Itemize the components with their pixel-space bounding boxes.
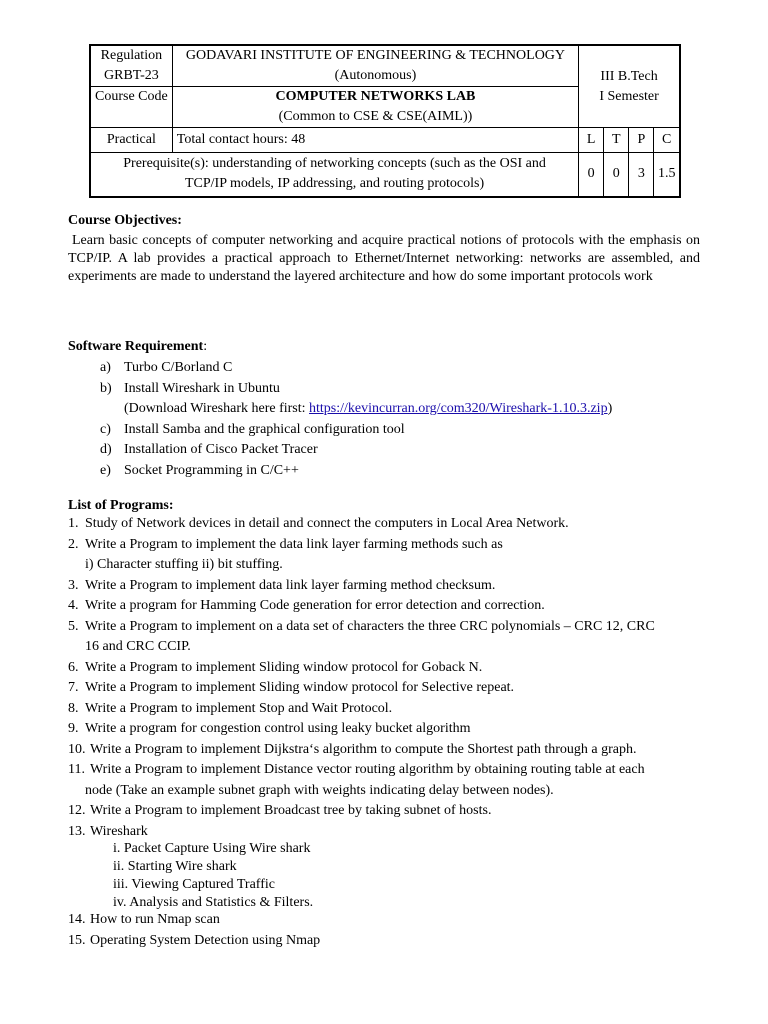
institute-cell xyxy=(172,45,578,87)
list-marker: c) xyxy=(100,421,111,437)
course-code-cell xyxy=(90,87,172,128)
wireshark-sub-item: ii. Starting Wire shark xyxy=(113,859,237,874)
program-text-continued: node (Take an example subnet graph with weights indicating delay between nodes). xyxy=(85,782,554,798)
program-text: Study of Network devices in detail and connect the computers in Local Area Network. xyxy=(85,516,569,531)
course-header-table xyxy=(89,44,681,198)
course-title-cell xyxy=(172,87,578,128)
program-text: Write a program for congestion control using leaky bucket algorithm xyxy=(85,721,471,736)
program-item xyxy=(68,699,700,720)
course-title: COMPUTER NETWORKS LAB xyxy=(275,89,476,104)
program-item xyxy=(68,535,700,556)
program-number: 7. xyxy=(68,680,79,695)
year-semester-cell xyxy=(579,45,680,128)
program-text: Wireshark xyxy=(90,823,148,839)
semester-label: I Semester xyxy=(599,88,659,104)
software-item xyxy=(100,461,612,482)
software-item-text: Install Samba and the graphical configuration tool xyxy=(124,421,405,437)
program-text: Write a Program to implement Dijkstra‘s algorithm to compute the Shortest path through a graph. xyxy=(90,741,637,757)
program-number: 10. xyxy=(68,741,86,757)
program-item xyxy=(68,822,700,843)
ltpc-value-t: 0 xyxy=(604,153,629,197)
program-text: How to run Nmap scan xyxy=(90,912,220,927)
program-item xyxy=(68,910,700,931)
wireshark-sub-item: iv. Analysis and Statistics & Filters. xyxy=(113,895,314,910)
ltpc-header-l: L xyxy=(579,128,604,153)
program-number: 11. xyxy=(68,762,85,777)
program-number: 13. xyxy=(68,823,86,839)
regulation-label: Regulation xyxy=(100,48,163,63)
download-prefix: (Download Wireshark here first: xyxy=(124,401,310,416)
program-item xyxy=(68,801,700,822)
course-code-label: Course Code xyxy=(95,89,168,104)
software-item-text: Install Wireshark in Ubuntu xyxy=(124,380,280,396)
program-number: 2. xyxy=(68,536,79,552)
program-text: Operating System Detection using Nmap xyxy=(90,932,321,948)
ltpc-header-t: T xyxy=(604,128,629,153)
ltpc-value-p: 3 xyxy=(629,153,654,197)
program-item xyxy=(68,576,700,597)
program-number: 3. xyxy=(68,577,79,593)
software-download-note xyxy=(100,399,612,420)
practical-label: Practical xyxy=(90,128,172,153)
prerequisite-cell xyxy=(90,153,579,197)
program-number: 1. xyxy=(68,516,79,531)
contact-hours: Total contact hours: 48 xyxy=(172,128,578,153)
program-text: Write a Program to implement Sliding window protocol for Selective repeat. xyxy=(85,680,515,695)
program-number: 8. xyxy=(68,700,79,716)
list-marker: b) xyxy=(100,380,112,396)
program-number: 5. xyxy=(68,618,79,634)
ltpc-header-c: C xyxy=(654,128,680,153)
software-title-colon: : xyxy=(203,339,208,354)
list-marker: a) xyxy=(100,360,111,375)
program-item xyxy=(68,617,700,638)
program-item xyxy=(68,514,700,535)
software-item-text: Installation of Cisco Packet Tracer xyxy=(124,442,318,457)
software-item-text: Socket Programming in C/C++ xyxy=(124,462,299,478)
wireshark-sub-item: iii. Viewing Captured Traffic xyxy=(113,877,275,892)
program-number: 6. xyxy=(68,659,79,675)
software-item-text: Turbo C/Borland C xyxy=(124,360,233,375)
regulation-cell xyxy=(90,45,172,87)
ltpc-header-p: P xyxy=(629,128,654,153)
autonomous-label: (Autonomous) xyxy=(334,68,417,83)
program-text: Write a program for Hamming Code generation for error detection and correction. xyxy=(85,598,545,613)
institute-name: GODAVARI INSTITUTE OF ENGINEERING & TECHNOLOGY xyxy=(185,48,566,63)
program-number: 9. xyxy=(68,721,79,736)
course-common: (Common to CSE & CSE(AIML)) xyxy=(278,109,473,124)
program-item-continued xyxy=(68,781,700,802)
software-title-line xyxy=(68,339,207,355)
program-item xyxy=(68,740,700,761)
program-text: Write a Program to implement Sliding window protocol for Goback N. xyxy=(85,659,483,675)
program-item xyxy=(68,678,700,699)
objectives-title: Course Objectives: xyxy=(68,213,182,228)
program-text: Write a Program to implement the data link layer farming methods such as xyxy=(85,536,503,552)
programs-list-a xyxy=(68,514,700,842)
prerequisite-line2: TCP/IP models, IP addressing, and routing protocols) xyxy=(184,176,485,192)
ltpc-value-c: 1.5 xyxy=(654,153,680,197)
software-item xyxy=(100,420,612,441)
list-marker: e) xyxy=(100,462,111,478)
program-number: 4. xyxy=(68,598,79,613)
regulation-value: GRBT-23 xyxy=(104,68,159,83)
program-text: Write a Program to implement Stop and Wait Protocol. xyxy=(85,700,393,716)
download-suffix: ) xyxy=(607,401,613,416)
software-item xyxy=(100,358,612,379)
wireshark-sub-item: i. Packet Capture Using Wire shark xyxy=(113,841,311,856)
software-list xyxy=(100,358,612,481)
objectives-text: Learn basic concepts of computer networking and acquire practical notions of protocols with the emphasis on TCP/IP. A lab provides a practical approach to Ethernet/Internet networking: networks are assembled, and experiments are made to understand the layered architecture and how do some important protocols work xyxy=(68,233,700,284)
program-number: 14. xyxy=(68,912,86,927)
program-text: Write a Program to implement Broadcast tree by taking subnet of hosts. xyxy=(90,803,492,818)
program-text: Write a Program to implement Distance vector routing algorithm by obtaining routing table at each xyxy=(90,762,645,777)
program-number: 12. xyxy=(68,803,86,818)
prerequisite-line1: Prerequisite(s): understanding of networking concepts (such as the OSI and xyxy=(123,156,546,172)
programs-title: List of Programs: xyxy=(68,498,174,513)
wireshark-sublist xyxy=(113,840,313,912)
list-marker: d) xyxy=(100,442,112,457)
program-item xyxy=(68,931,700,952)
programs-list-b xyxy=(68,910,700,951)
program-item xyxy=(68,658,700,679)
ltpc-value-l: 0 xyxy=(579,153,604,197)
program-number: 15. xyxy=(68,932,86,948)
program-item xyxy=(68,596,700,617)
program-text-continued: i) Character stuffing ii) bit stuffing. xyxy=(85,557,283,572)
software-item xyxy=(100,440,612,461)
program-item-continued xyxy=(68,637,700,658)
software-item xyxy=(100,379,612,400)
year-label: III B.Tech xyxy=(600,68,658,84)
program-item xyxy=(68,760,700,781)
program-text-continued: 16 and CRC CCIP. xyxy=(85,639,191,654)
program-text: Write a Program to implement on a data set of characters the three CRC polynomials – CRC 12, CRC xyxy=(85,618,655,634)
wireshark-download-link[interactable]: https://kevincurran.org/com320/Wireshark-1.10.3.zip xyxy=(309,401,608,416)
program-text: Write a Program to implement data link layer farming method checksum. xyxy=(85,577,496,593)
program-item xyxy=(68,719,700,740)
program-item-continued xyxy=(68,555,700,576)
software-title: Software Requirement xyxy=(68,339,204,354)
